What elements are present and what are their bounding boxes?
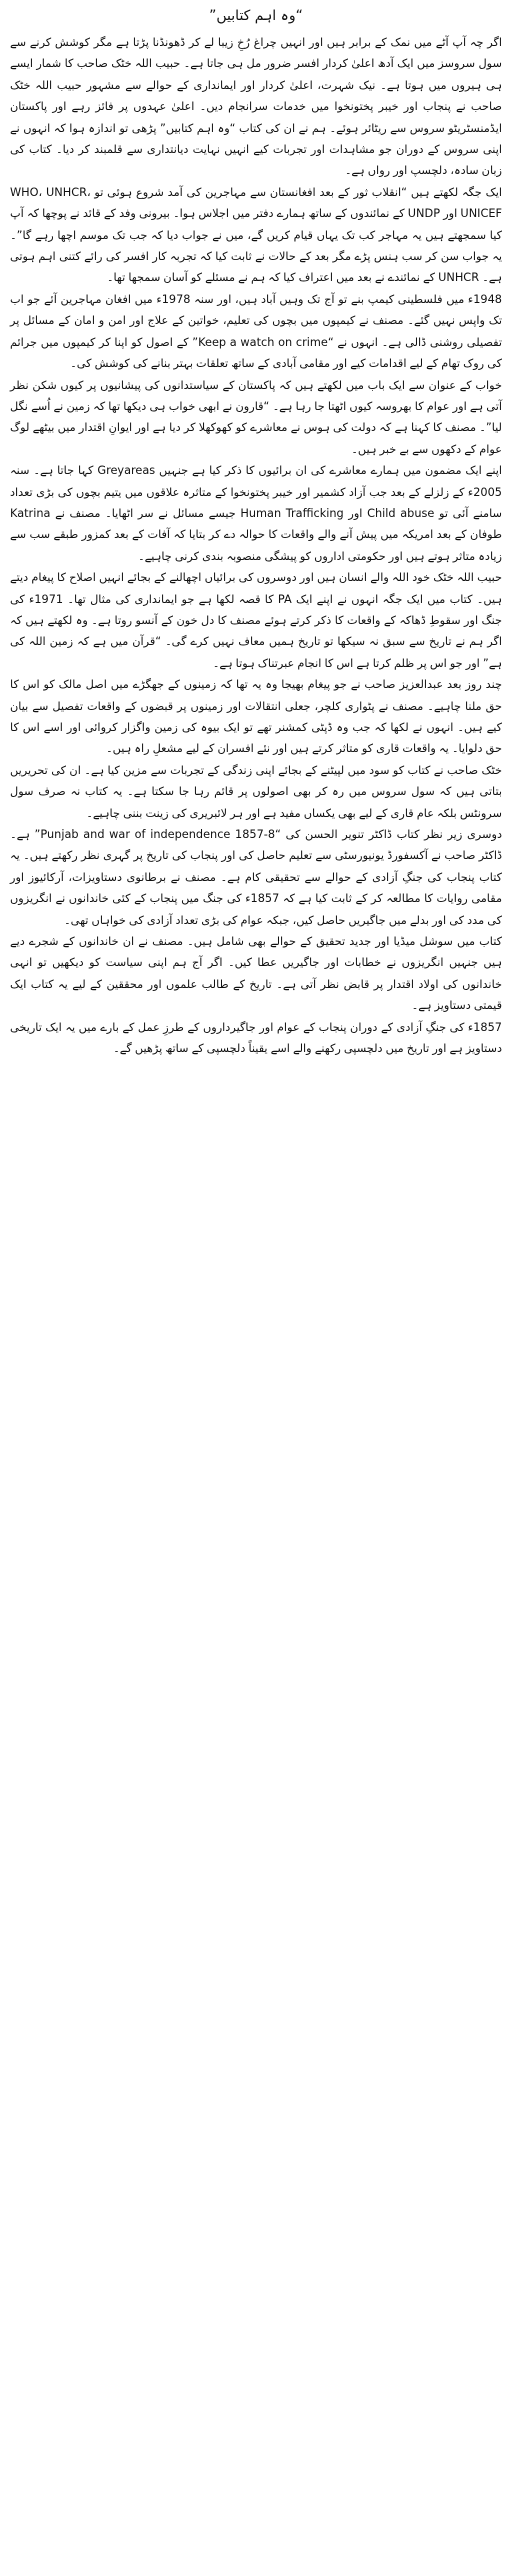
paragraph: کتاب میں سوشل میڈیا اور جدید تحقیق کے حوالے بھی شامل ہیں۔ مصنف نے ان خاندانوں کے شجرے دیے ہیں جنہیں انگریزوں نے خطابات اور جاگیریں عطا کیں۔ اگر آج ہم اپنی سیاست کو دیکھیں تو انہی خاندانوں کی اولاد اقتدار پر قابض نظر آتی ہے۔ تاریخ کے طالب علموں اور محققین کے لیے یہ کتاب ایک قیمتی دستاویز ہے۔ [10,935,502,1013]
paragraph: اگر چہ آپ آٹے میں نمک کے برابر ہیں اور انہیں چراغ رُخِ زیبا لے کر ڈھونڈنا پڑتا ہے مگر کوشش کرنے سے سول سروسز میں ایک آدھ اعلیٰ کردار افسر ضرور مل ہی جاتا ہے۔ حبیب اللہ خٹک صاحب کا شمار ایسے ہی ہیروں میں ہوتا ہے۔ نیک شہرت، اعلیٰ کردار اور ایمانداری کے حوالے سے مشہور حبیب اللہ خٹک صاحب نے پنجاب اور خیبر پختونخوا میں خدمات سرانجام دیں۔ اعلیٰ عہدوں پر فائز رہے اور پاکستان ایڈمنسٹریٹو سروس سے ریٹائر ہوئے۔ ہم نے ان کی کتاب “وہ اہم کتابیں” پڑھی تو اندازہ ہوا کہ انہوں نے اپنی سروس کے دوران جو مشاہدات اور تجربات کیے انہیں نہایت دیانتداری سے قلمبند کر دیا۔ کتاب کی زبان سادہ، دلچسپ اور رواں ہے۔ [10,36,502,178]
paragraph: چند روز بعد عبدالعزیز صاحب نے جو پیغام بھیجا وہ یہ تھا کہ زمینوں کے جھگڑے میں اصل مالک کو اس کا حق ملنا چاہیے۔ مصنف نے پٹواری کلچر، جعلی انتقالات اور زمینوں پر قبضوں کے واقعات تفصیل سے بیان کیے ہیں۔ انہوں نے لکھا کہ جب وہ ڈپٹی کمشنر تھے تو ایک بیوہ کی زمین واگزار کروائی اور اسے اس کا حق دلوایا۔ یہ واقعات قاری کو متاثر کرتے ہیں اور نئے افسران کے لیے مشعلِ راہ ہیں۔ [10,678,502,756]
paragraph: 1948ء میں فلسطینی کیمپ بنے تو آج تک وہیں آباد ہیں، اور سنہ 1978ء میں افغان مہاجرین آئے جو اب تک واپس نہیں گئے۔ مصنف نے کیمپوں میں بچوں کی تعلیم، خواتین کے علاج اور امن و امان کے مسائل پر تفصیلی روشنی ڈالی ہے۔ انہوں نے “Keep a watch on crime” کے اصول کو اپنا کر کیمپوں میں جرائم کی روک تھام کے لیے اقدامات کیے اور مقامی آبادی کے ساتھ تعلقات بہتر بنانے کی کوشش کی۔ [10,292,503,371]
paragraph: دوسری زیر نظر کتاب ڈاکٹر تنویر الحسن کی “Punjab and war of independence 1857-8” ہے۔ ڈاکٹر صاحب نے آکسفورڈ یونیورسٹی سے تعلیم حاصل کی اور پنجاب کی تاریخ پر گہری نظر رکھتے ہیں۔ یہ کتاب پنجاب کی جنگِ آزادی کے حوالے سے تحقیقی کام ہے۔ مصنف نے برطانوی دستاویزات، آرکائیوز اور مقامی روایات کا مطالعہ کر کے ثابت کیا ہے کہ 1857ء کی جنگ میں پنجاب کے کئی خاندانوں نے انگریزوں کی مدد کی اور بدلے میں جاگیریں حاصل کیں، جبکہ عوام کی بڑی تعداد آزادی کی خواہاں تھی۔ [10,828,503,927]
paragraph: خٹک صاحب نے کتاب کو سود میں لپیٹنے کے بجائے اپنی زندگی کے تجربات سے مزین کیا ہے۔ ان کی تحریریں بتاتی ہیں کہ سول سروس میں رہ کر بھی اصولوں پر قائم رہا جا سکتا ہے۔ یہ کتاب نہ صرف سول سرونٹس بلکہ عام قاری کے لیے بھی یکساں مفید ہے اور ہر لائبریری کی زینت بننی چاہیے۔ [10,763,502,820]
article-headline: “وہ اہم کتابیں” [209,8,303,24]
paragraph: ایک جگہ لکھتے ہیں “انقلاب ثور کے بعد افغانستان سے مہاجرین کی آمد شروع ہوئی تو WHO، UNHCR، UNICEF اور UNDP کے نمائندوں کے ساتھ ہمارے دفتر میں اجلاس ہوا۔ بیرونی وفد کے قائد نے پوچھا کہ آپ کیا سمجھتے ہیں یہ مہاجر کب تک یہاں قیام کریں گے، میں نے جواب دیا کہ جب تک موسم اچھا رہے گا”۔ یہ جواب سن کر سب ہنس پڑے مگر بعد کے حالات نے ثابت کیا کہ تجربہ کار افسر کی رائے کتنی اہم ہوتی ہے۔ UNHCR کے نمائندے نے بعد میں اعتراف کیا کہ ہم نے مسئلے کو آسان سمجھا تھا۔ [10,185,502,285]
article-body [10,32,502,1060]
paragraph: حبیب اللہ خٹک خود اللہ والے انسان ہیں اور دوسروں کی برائیاں اچھالنے کے بجائے انہیں اصلاح کا پیغام دیتے ہیں۔ کتاب میں ایک جگہ انہوں نے اپنے ایک PA کا قصہ لکھا ہے جو ایمانداری کی مثال تھا۔ 1971ء کی جنگ اور سقوطِ ڈھاکہ کے واقعات کا ذکر کرتے ہوئے مصنف کا دل خون کے آنسو روتا ہے۔ وہ لکھتے ہیں کہ اگر ہم نے تاریخ سے سبق نہ سیکھا تو تاریخ ہمیں معاف نہیں کرے گی۔ “قرآن میں ہے کہ زمین اللہ کی ہے” اور جو اس پر ظلم کرتا ہے اس کا انجام عبرتناک ہوتا ہے۔ [10,571,502,670]
paragraph: اپنے ایک مضمون میں ہمارے معاشرے کی ان برائیوں کا ذکر کیا ہے جنہیں Greyareas کہا جاتا ہے۔ سنہ 2005ء کے زلزلے کے بعد جب آزاد کشمیر اور خیبر پختونخوا کے متاثرہ علاقوں میں یتیم بچوں کی بڑی تعداد سامنے آئی تو Child abuse اور Human Trafficking جیسے مسائل نے سر اٹھایا۔ مصنف نے Katrina طوفان کے بعد امریکہ میں پیش آنے والے واقعات کا حوالہ دے کر بتایا کہ آفات کے بعد کمزور طبقے سب سے زیادہ متاثر ہوتے ہیں اور حکومتی اداروں کو پیشگی منصوبہ بندی کرنی چاہیے۔ [10,464,503,563]
paragraph: 1857ء کی جنگِ آزادی کے دوران پنجاب کے عوام اور جاگیرداروں کے طرزِ عمل کے بارے میں یہ ایک تاریخی دستاویز ہے اور تاریخ میں دلچسپی رکھنے والے اسے یقیناً دلچسپی کے ساتھ پڑھیں گے۔ [10,1020,502,1056]
paragraph: خواب کے عنوان سے ایک باب میں لکھتے ہیں کہ پاکستان کے سیاستدانوں کی پیشانیوں پر کیوں شکن نظر آتی ہے اور عوام کا بھروسہ کیوں اٹھتا جا رہا ہے۔ “قارون نے ابھی خواب ہی دیکھا تھا کہ زمین نے اُسے نگل لیا”۔ مصنف کا کہنا ہے کہ دولت کی ہوس نے معاشرے کو کھوکھلا کر دیا ہے اور ایوانِ اقتدار میں بیٹھے لوگ عوام کے دکھوں سے بے خبر ہیں۔ [10,378,502,456]
